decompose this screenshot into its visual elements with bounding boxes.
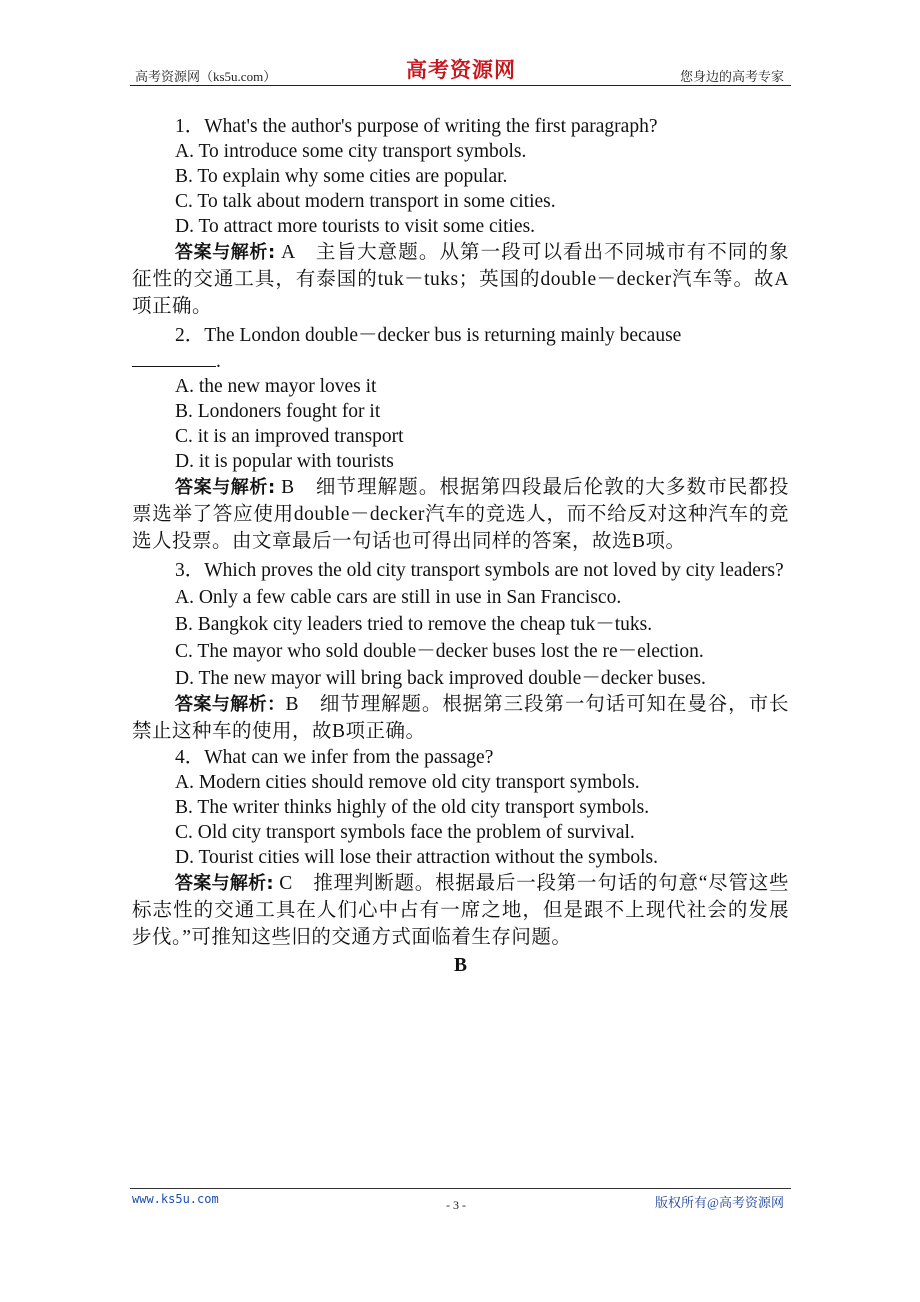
answer-key: B — [281, 477, 295, 498]
question-stem-end: . — [216, 351, 221, 372]
answer-text: 细节理解题。根据第三段第一句话可知在曼谷，市长禁止这种车的使用，故B项正确。 — [132, 694, 789, 742]
answer-label: 答案与解析: — [175, 873, 274, 894]
answer-label: 答案与解析： — [175, 694, 286, 715]
answer-key: B — [285, 694, 300, 715]
option-b: B. The writer thinks highly of the old city transport symbols. — [175, 797, 650, 818]
option-d: D. Tourist cities will lose their attraction without the symbols. — [175, 847, 659, 868]
option-b: B. To explain why some cities are popular. — [175, 166, 508, 187]
answer-blank — [132, 348, 216, 367]
option-c: C. To talk about modern transport in some cities. — [175, 191, 556, 212]
option-a: A. Only a few cable cars are still in use in San Francisco. — [175, 587, 622, 608]
question-stem: 4．What can we infer from the passage? — [175, 747, 494, 768]
option-a: A. To introduce some city transport symbols. — [175, 141, 527, 162]
option-a: A. Modern cities should remove old city transport symbols. — [175, 772, 640, 793]
question-stem: 3．Which proves the old city transport symbols are not loved by city leaders? — [175, 560, 784, 581]
option-c: C. Old city transport symbols face the problem of survival. — [175, 822, 635, 843]
answer-text: 细节理解题。根据第四段最后伦敦的大多数市民都投票选举了答应使用double－decker汽车的竞选人，而不给反对这种汽车的竞选人投票。由文章最后一句话也可得出同样的答案，故选B项。 — [132, 477, 789, 552]
header-slogan: 您身边的高考专家 — [679, 69, 784, 84]
option-d: D. it is popular with tourists — [175, 451, 394, 472]
footer-site-link[interactable]: www.ks5u.com — [132, 1192, 219, 1206]
answer-explanation — [132, 474, 789, 555]
question-4 — [132, 745, 789, 951]
option-d: D. To attract more tourists to visit some cities. — [175, 216, 536, 237]
answer-explanation — [132, 239, 789, 320]
footer-copyright: 版权所有@高考资源网 — [655, 1195, 784, 1210]
answer-key: C — [279, 873, 293, 894]
document-body — [132, 114, 789, 978]
section-label: B — [453, 955, 467, 976]
header-logo: 高考资源网 — [406, 58, 516, 82]
option-c: C. The mayor who sold double－decker buses lost the re－election. — [175, 641, 704, 662]
header-site-name: 高考资源网（ks5u.com） — [135, 69, 277, 84]
option-c: C. it is an improved transport — [175, 426, 404, 447]
question-stem — [132, 323, 789, 348]
option-d: D. The new mayor will bring back improved double－decker buses. — [175, 668, 706, 689]
question-2 — [132, 323, 789, 555]
answer-explanation — [132, 870, 789, 951]
option-a: A. the new mayor loves it — [175, 376, 377, 397]
answer-text: 主旨大意题。从第一段可以看出不同城市有不同的象征性的交通工具，有泰国的tuk－tuks；英国的double－decker汽车等。故A项正确。 — [132, 242, 789, 317]
answer-key: A — [281, 242, 295, 263]
page-number: - 3 - — [446, 1198, 466, 1212]
question-1 — [132, 114, 789, 320]
footer-rule — [130, 1188, 791, 1189]
answer-label: 答案与解析: — [175, 242, 276, 263]
question-stem: 1．What's the author's purpose of writing the first paragraph? — [175, 116, 658, 137]
option-b: B. Bangkok city leaders tried to remove the cheap tuk－tuks. — [175, 614, 653, 635]
question-3 — [132, 558, 789, 745]
question-stem-text: 2．The London double－decker bus is returning mainly because — [175, 325, 682, 346]
header-rule — [130, 85, 791, 86]
answer-explanation — [132, 691, 789, 745]
question-stem-blank-line — [132, 348, 789, 374]
answer-text: 推理判断题。根据最后一段第一句话的句意“尽管这些标志性的交通工具在人们心中占有一席之地，但是跟不上现代社会的发展步伐。”可推知这些旧的交通方式面临着生存问题。 — [132, 873, 790, 948]
option-b: B. Londoners fought for it — [175, 401, 381, 422]
answer-label: 答案与解析: — [175, 477, 276, 498]
